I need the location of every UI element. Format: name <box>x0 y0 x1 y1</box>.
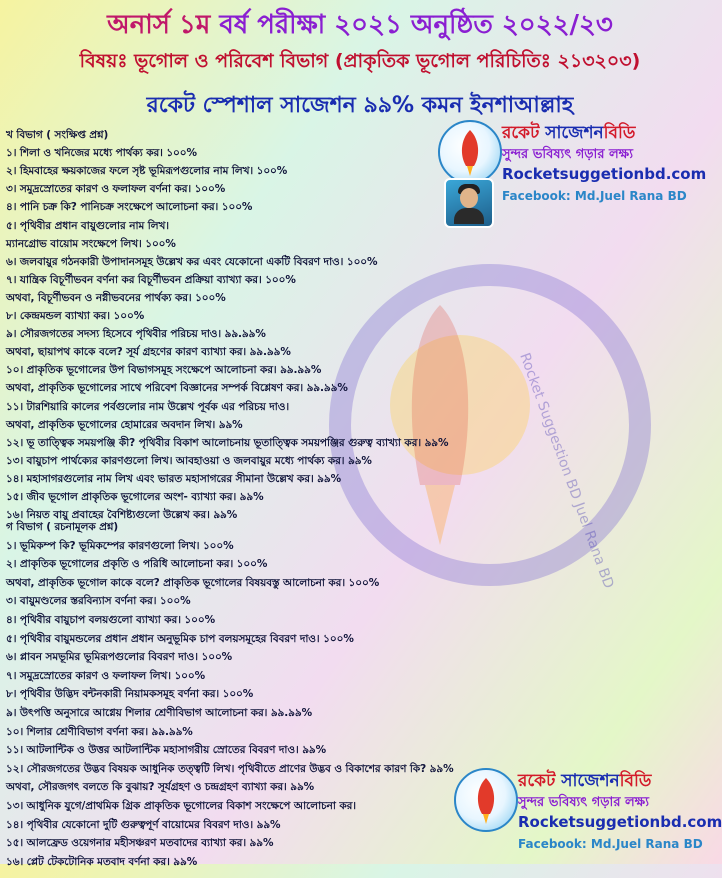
rocket-watermark <box>380 235 617 615</box>
question-item: অথবা, সৌরজগৎ বলতে কি বুঝায়? সূর্যগ্রহণ ও চন্দ্রগ্রহণ ব্যাখ্যা কর। ৯৯% <box>6 781 315 794</box>
brand-name: রকেট সাজেশনবিডি <box>502 123 636 143</box>
question-item: ১। শিলা ও খনিজের মধ্যে পার্থক্য কর। ১০০% <box>6 147 197 160</box>
brand-slogan: সুন্দর ভবিষ্যৎ গড়ার লক্ষ্য <box>502 147 633 162</box>
question-item: ম্যানগ্রোভ বায়োম সংক্ষেপে লিখ। ১০০% <box>6 237 176 250</box>
brand-facebook: Facebook: Md.Juel Rana BD <box>518 837 703 851</box>
title-part-2: বর্ষ পরীক্ষা ২০২১ <box>219 10 402 40</box>
question-item: অথবা, প্রাকৃতিক ভূগোলের সাথে পরিবেশ বিজ্ঞানের সম্পর্ক বিশ্লেষণ কর। ৯৯.৯৯% <box>6 382 348 395</box>
question-item: অথবা, প্রাকৃতিক ভূগোলের হোমারের অবদান লিখ। ৯৯% <box>6 418 243 431</box>
question-item: ৮। কেন্দ্রমন্ডল ব্যাখ্যা কর। ১০০% <box>6 310 145 322</box>
exam-title <box>0 4 720 48</box>
brand-name: রকেট সাজেশনবিডি <box>518 771 652 791</box>
question-item: ২। প্রাকৃতিক ভূগোলের প্রকৃতি ও পরিধি আলোচনা কর। ১০০% <box>6 558 268 571</box>
subject-title: বিষয়ঃ ভূগোল ও পরিবেশ বিভাগ (প্রাকৃতিক ভূগোল পরিচিতিঃ ২১৩২০৩) <box>79 50 641 72</box>
brand-block-top <box>438 120 707 230</box>
question-item: অথবা, বিচূর্ণীভবন ও নগ্নীভবনের পার্থক্য কর। ১০০% <box>6 291 226 304</box>
suggestion-tagline: রকেট স্পেশাল সাজেশন ৯৯% কমন ইনশাআল্লাহ <box>146 93 574 118</box>
question-item: ৩। সমুদ্রস্রোতের কারণ ও ফলাফল বর্ণনা কর। ১০০% <box>6 183 226 196</box>
section-title-ga: গ বিভাগ ( রচনামূলক প্রশ্ন) <box>6 521 119 533</box>
brand-facebook: Facebook: Md.Juel Rana BD <box>502 189 687 203</box>
question-item: ১১। আটলান্টিক ও উত্তর আটলান্টিক মহাসাগরীয় স্রোতের বিবরণ দাও। ৯৯% <box>6 744 327 757</box>
question-item: ১৬। প্লেট টেকটোনিক মতবাদ বর্ণনা কর। ৯৯% <box>6 855 198 868</box>
question-item: ১৪। মহাসাগরগুলোর নাম লিখ এবং ভারত মহাসাগরের সীমানা উল্লেখ কর। ৯৯% <box>6 472 342 485</box>
question-item: ৭। সমুদ্রস্রোতের কারণ ও ফলাফল লিখ। ১০০% <box>6 669 206 682</box>
question-item: ১৩। আধুনিক যুগে/প্রাথমিক গ্রিক প্রাকৃতিক ভূগোলের বিকাশ সংক্ষেপে আলোচনা কর। <box>6 800 356 812</box>
question-item: ৬। জলবায়ুর গঠনকারী উপাদানসমূহ উল্লেখ কর এবং যেকোনো একটি বিবরণ দাও। ১০০% <box>6 255 378 268</box>
rocket-logo-icon <box>454 768 518 832</box>
question-item: ৭। যান্ত্রিক বিচূর্ণীভবন বর্ণনা কর বিচূর্ণীভবন প্রক্রিয়া ব্যাখ্যা কর। ১০০% <box>6 273 296 286</box>
title-part-3: অনুষ্ঠিত ২০২২/২৩ <box>410 10 613 40</box>
question-item: অথবা, ছায়াপথ কাকে বলে? সূর্য গ্রহণের কারণ ব্যাখ্যা কর। ৯৯.৯৯% <box>6 346 291 359</box>
question-item: ১১। টারশিয়ারি কালের পর্বগুলোর নাম উল্লেখ পূর্বক এর পরিচয় দাও। <box>6 400 289 413</box>
brand-slogan: সুন্দর ভবিষ্যৎ গড়ার লক্ষ্য <box>518 795 649 810</box>
question-item: ৮। পৃথিবীর উদ্ভিদ বন্টনকারী নিয়ামকসমূহ বর্ণনা কর। ১০০% <box>6 688 254 701</box>
question-item: অথবা, প্রাকৃতিক ভূগোল কাকে বলে? প্রাকৃতিক ভূগোলের বিষয়বস্তু আলোচনা কর। ১০০% <box>6 576 380 589</box>
rocket-logo-icon <box>438 120 502 184</box>
author-avatar <box>444 178 494 228</box>
brand-website: Rocketsuggetionbd.com <box>502 165 707 183</box>
watermark-text: Rocket Suggestion BD Juel Rana BD <box>516 350 617 591</box>
question-item: ৯। উৎপত্তি অনুসারে আগ্নেয় শিলার শ্রেণীবিভাগ আলোচনা কর। ৯৯.৯৯% <box>6 707 312 719</box>
question-item: ১৫। আলফ্রেড ওয়েগনার মহীসঞ্চরণ মতবাদের ব্যাখ্যা কর। ৯৯% <box>6 837 274 850</box>
question-item: ১৩। বায়ুচাপ পার্থক্যের কারণগুলো লিখ। আবহাওয়া ও জলবায়ুর মধ্যে পার্থক্য কর। ৯৯% <box>6 454 372 467</box>
question-item: ১৬। নিয়ত বায়ু প্রবাহের বৈশিষ্ট্যগুলো উল্লেখ কর। ৯৯% <box>6 509 238 522</box>
question-item: ৬। প্লাবন সমভূমির ভূমিরূপগুলোর বিবরণ দাও। ১০০% <box>6 651 233 664</box>
brand-website: Rocketsuggetionbd.com <box>518 813 722 831</box>
brand-block-bottom <box>454 768 722 878</box>
question-item: ৯। সৌরজগতের সদস্য হিসেবে পৃথিবীর পরিচয় দাও। ৯৯.৯৯% <box>6 328 266 341</box>
question-item: ২। হিমবাহের ক্ষয়কাজের ফলে সৃষ্ট ভূমিরূপগুলোর নাম লিখ। ১০০% <box>6 165 288 178</box>
question-item: ১৫। জীব ভূগোল প্রাকৃতিক ভূগোলের অংশ- ব্যাখ্যা কর। ৯৯% <box>6 491 264 503</box>
question-item: ৪। পৃথিবীর বায়ুচাপ বলয়গুলো ব্যাখ্যা কর। ১০০% <box>6 614 216 626</box>
question-item: ১। ভূমিকম্প কি? ভূমিকম্পের কারণগুলো লিখ। ১০০% <box>6 539 234 552</box>
question-item: ৪। পানি চক্র কি? পানিচক্র সংক্ষেপে আলোচনা কর। ১০০% <box>6 201 253 214</box>
title-part-1: অনার্স ১ম <box>107 10 211 40</box>
question-item: ৫। পৃথিবীর প্রধান বায়ুগুলোর নাম লিখ। <box>6 219 169 232</box>
question-item: ৫। পৃথিবীর বায়ুমন্ডলের প্রধান প্রধান অনুভূমিক চাপ বলয়সমূহের বিবরণ দাও। ১০০% <box>6 632 354 645</box>
question-item: ১২। ভূ তাত্ত্বিক সময়পঞ্জি কী? পৃথিবীর বিকাশ আলোচনায় ভূতাত্ত্বিক সময়পঞ্জির গুরুত্ব ব্যাখ্যা কর। ৯৯% <box>6 436 449 449</box>
question-item: ১২। সৌরজগতের উদ্ভব বিষয়ক আধুনিক তত্ত্বটি লিখ। পৃথিবীতে প্রাণের উদ্ভব ও বিকাশের কারণ কি? ৯৯% <box>6 762 454 775</box>
question-item: ১৪। পৃথিবীর যেকোনো দুটি গুরুত্বপূর্ণ বায়োমের বিবরণ দাও। ৯৯% <box>6 818 281 831</box>
question-item: ১০। শিলার শ্রেণীবিভাগ বর্ণনা কর। ৯৯.৯৯% <box>6 725 193 738</box>
question-item: ৩। বায়ুমণ্ডলের স্তরবিন্যাস বর্ণনা কর। ১০০% <box>6 595 191 608</box>
question-item: ১০। প্রাকৃতিক ভূগোলের উপ বিভাগসমূহ সংক্ষেপে আলোচনা কর। ৯৯.৯৯% <box>6 364 322 377</box>
section-title-kha: খ বিভাগ ( সংক্ষিপ্ত প্রশ্ন) <box>6 129 109 141</box>
